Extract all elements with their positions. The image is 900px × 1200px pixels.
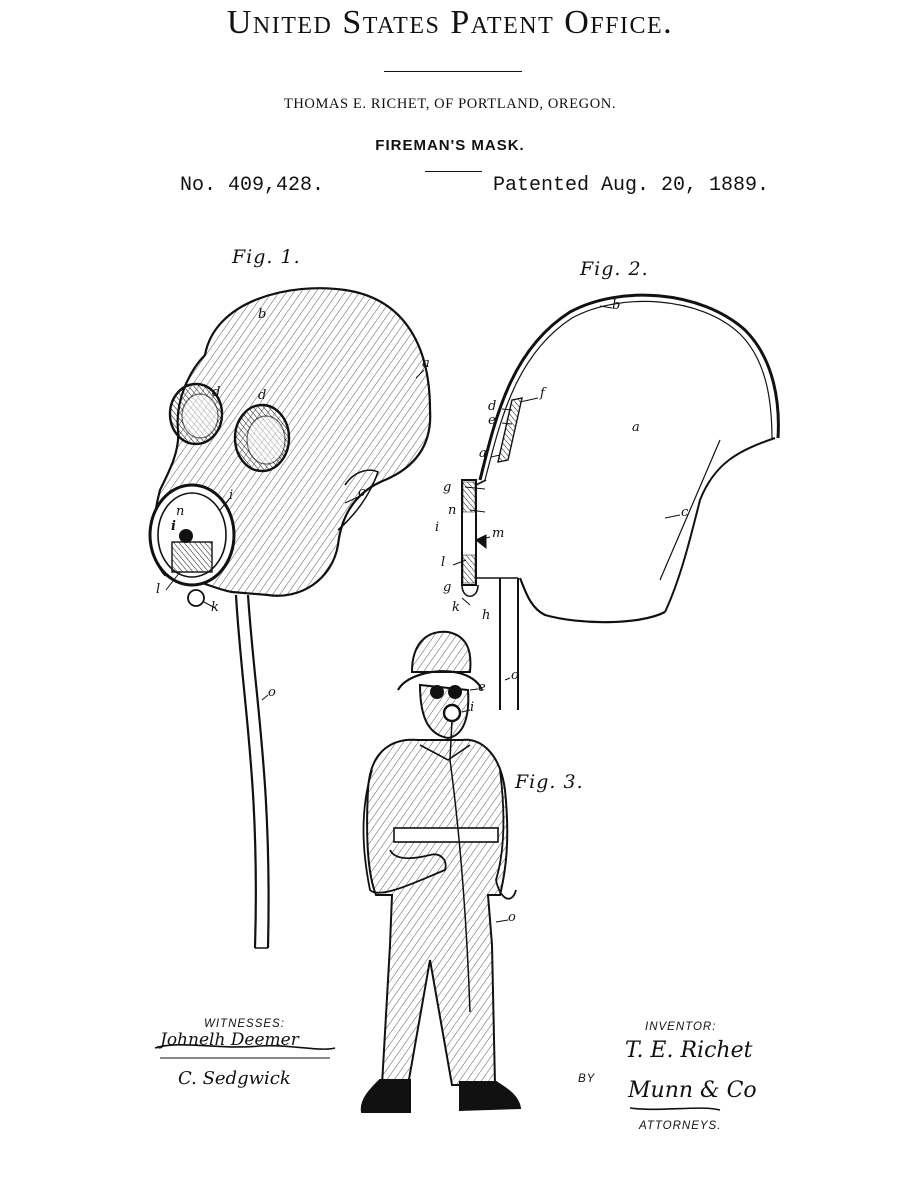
inventor-signature: T. E. Richet [625, 1038, 753, 1063]
fig2-section-drawing [462, 295, 778, 710]
witness-signature-1: Johnelh Deemer [160, 1030, 299, 1050]
fig2-ref-a1: a [632, 420, 640, 435]
fig3-ref-o: o [508, 910, 516, 925]
fig2-ref-g2: g [443, 580, 452, 595]
attorneys-label: ATTORNEYS. [639, 1120, 722, 1132]
fig2-ref-f: f [540, 386, 545, 401]
fig2-ref-e: e [488, 413, 496, 428]
attorney-signature: Munn & Co [628, 1078, 757, 1103]
fig1-label: Fig. 1. [232, 246, 301, 268]
fig2-ref-l: l [441, 555, 446, 570]
fig1-ref-i2: i [171, 519, 176, 534]
fig1-ref-b: b [258, 307, 267, 322]
fig1-ref-n: n [176, 504, 185, 519]
fig1-ref-l: l [156, 582, 161, 597]
fig2-ref-n: n [448, 503, 457, 518]
fig1-ref-o: o [268, 685, 276, 700]
patent-number: No. 409,428. [180, 174, 325, 197]
fig2-ref-i: i [435, 520, 440, 535]
fig1-ref-k: k [211, 600, 219, 615]
fig2-ref-m: m [492, 526, 505, 541]
fig2-ref-k: k [452, 600, 460, 615]
inventor-line: THOMAS E. RICHET, OF PORTLAND, OREGON. [283, 96, 617, 112]
patent-office-title: United States Patent Office. [226, 4, 674, 41]
fig1-ref-d2: d [258, 388, 267, 403]
fig3-fireman-drawing [362, 632, 520, 1112]
by-label: BY [578, 1073, 596, 1085]
fig2-ref-a2: a [479, 446, 487, 461]
fig2-ref-c: c [681, 505, 689, 520]
witness-signature-2: C. Sedgwick [178, 1068, 291, 1089]
fig1-ref-a: a [422, 356, 430, 371]
fig2-ref-d: d [488, 399, 497, 414]
fig3-ref-i: i [470, 700, 475, 715]
fig1-ref-i1: i [229, 488, 234, 503]
fig3-label: Fig. 3. [515, 771, 584, 793]
fig2-ref-g1: g [443, 480, 452, 495]
fig2-label: Fig. 2. [580, 258, 649, 280]
fig3-ref-e: e [478, 680, 486, 695]
patent-date: Patented Aug. 20, 1889. [493, 174, 770, 197]
fig1-ref-c: c [358, 485, 366, 500]
fig2-ref-h: h [482, 608, 491, 623]
witnesses-label: WITNESSES: [204, 1018, 285, 1030]
fig2-ref-b: b [612, 298, 621, 313]
inventor-label: INVENTOR: [645, 1021, 717, 1033]
fig1-ref-d1: d [212, 385, 221, 400]
invention-title: FIREMAN'S MASK. [375, 137, 525, 154]
fig2-ref-o: o [511, 668, 519, 683]
